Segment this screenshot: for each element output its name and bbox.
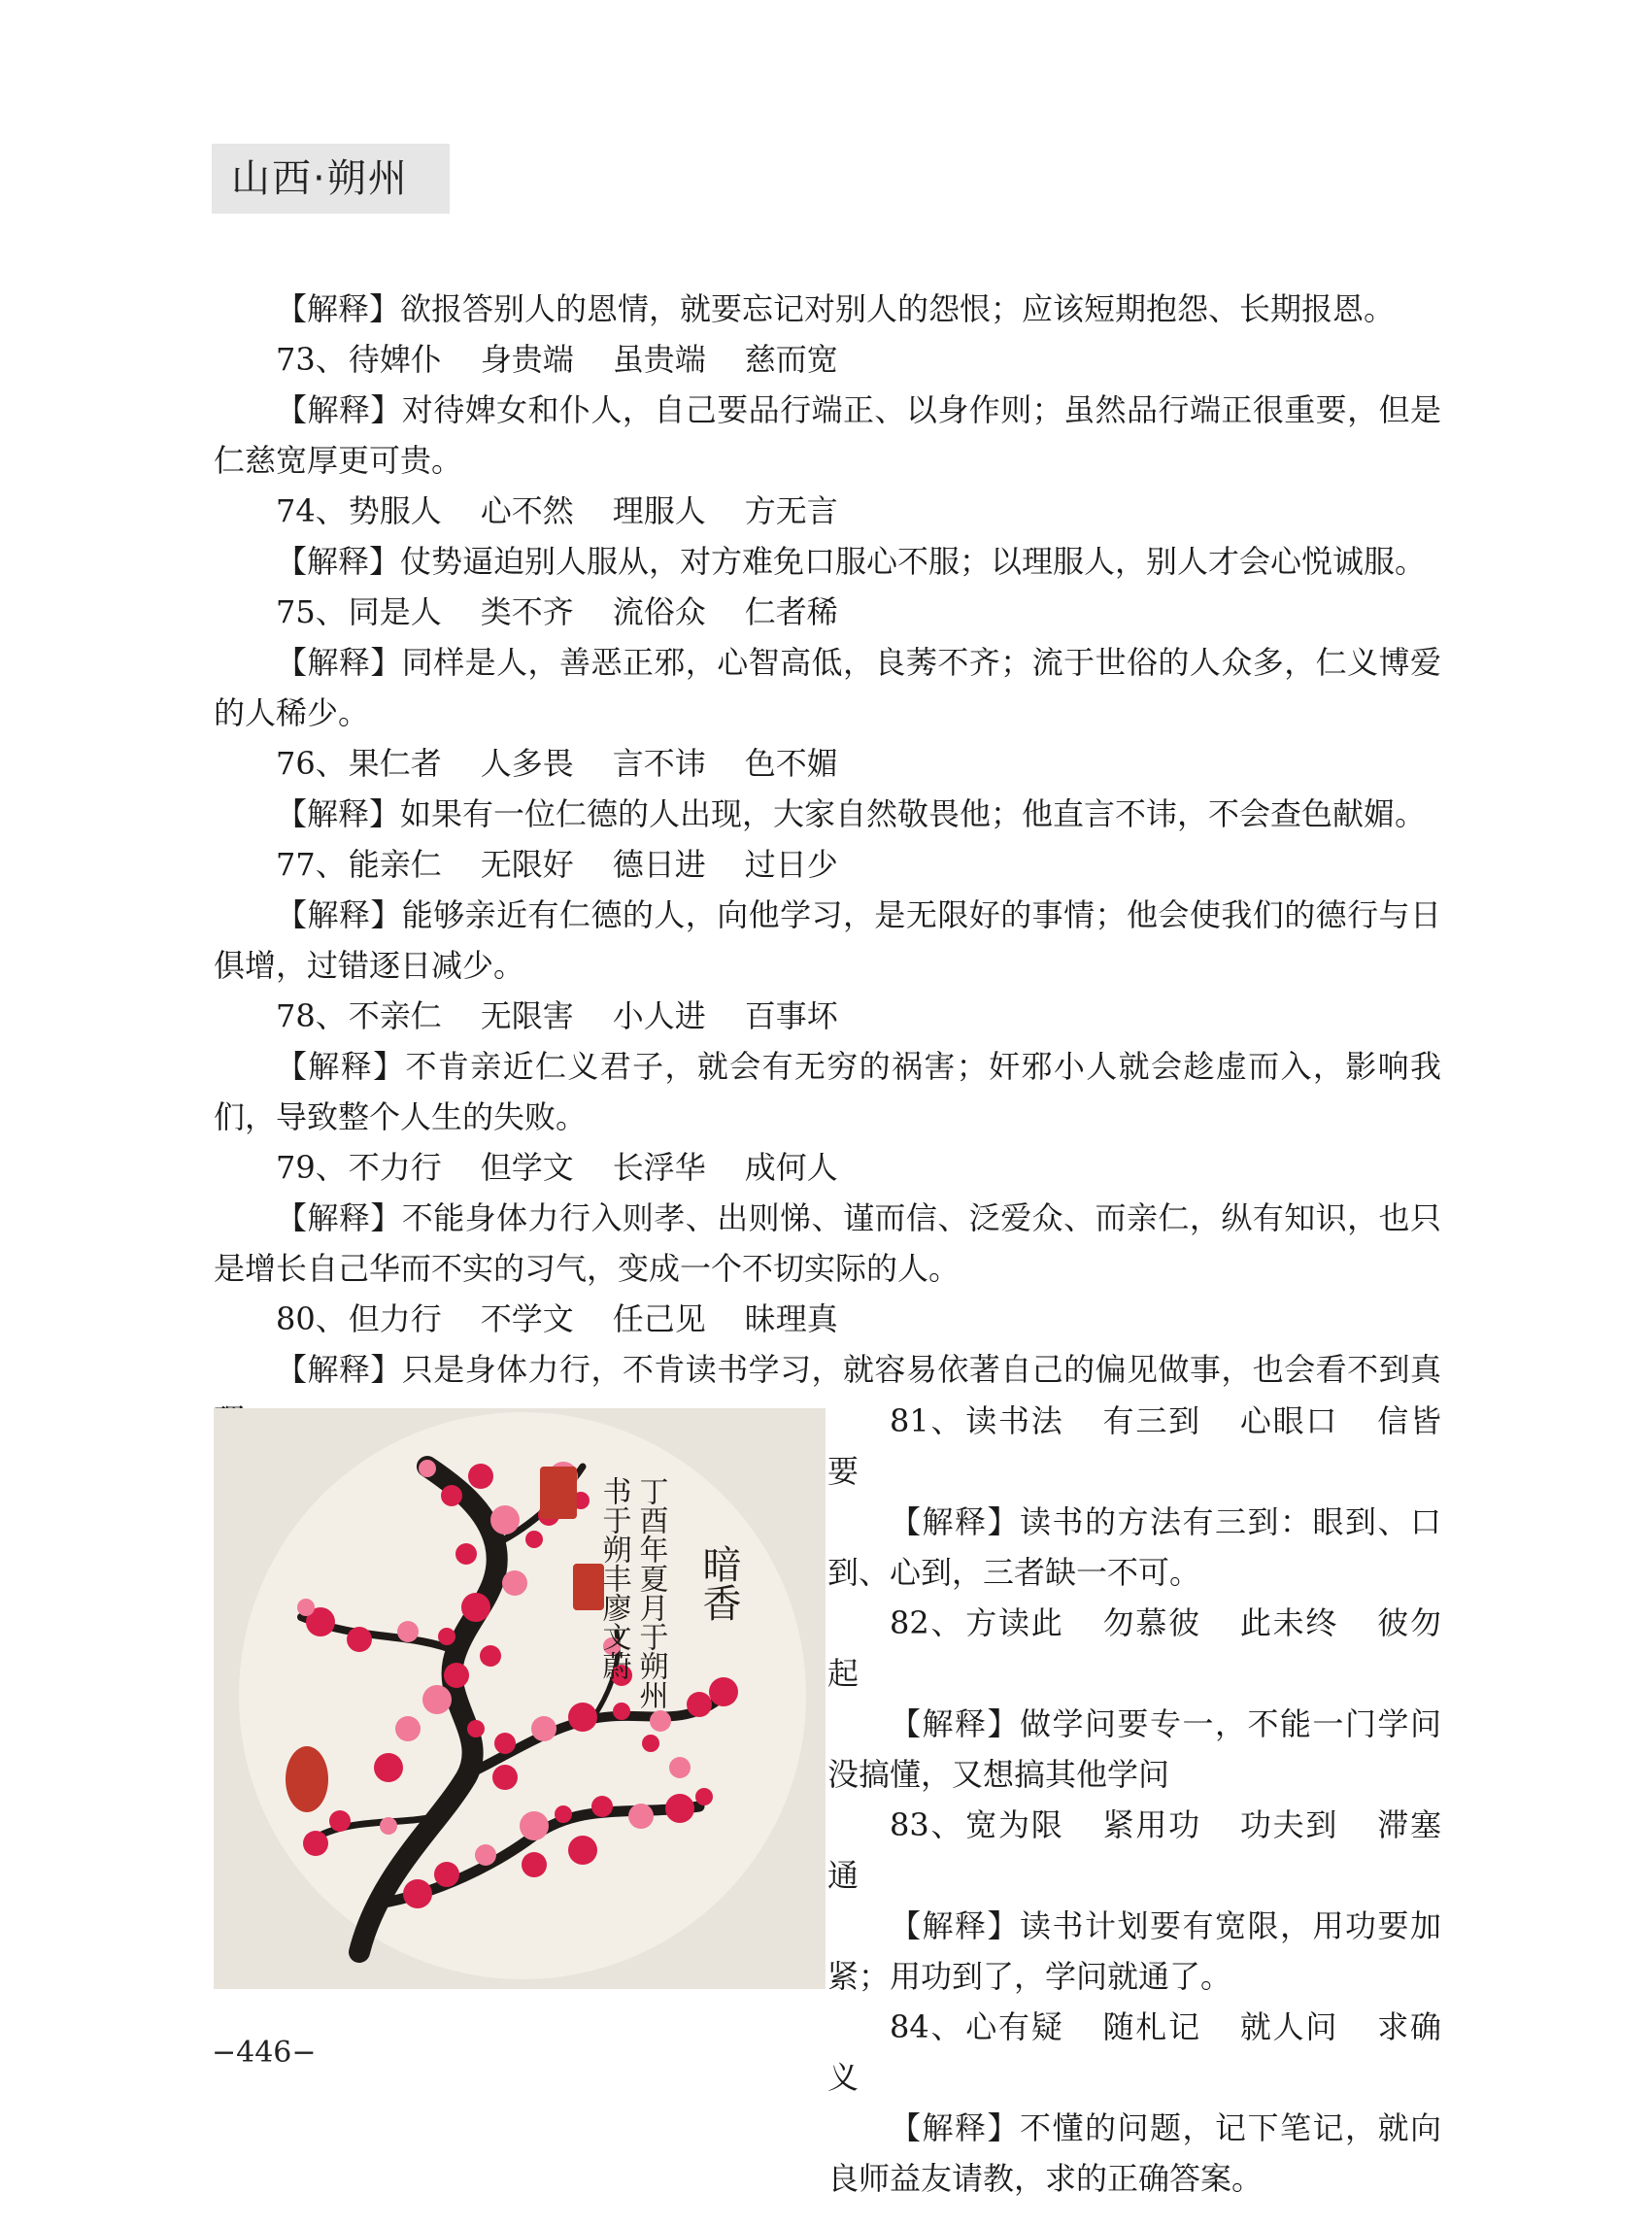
blossom — [374, 1753, 403, 1782]
blossom — [455, 1543, 477, 1565]
verse-phrase: 虽贵端 — [612, 341, 706, 378]
verse-phrase: 人多畏 — [480, 745, 574, 782]
blossom — [709, 1677, 738, 1706]
verse-phrase: 过日少 — [744, 846, 838, 883]
blossom — [347, 1627, 372, 1652]
verse-line — [214, 839, 1441, 890]
verse-number: 82、 — [890, 1604, 964, 1641]
verse-phrase: 方无言 — [744, 492, 838, 529]
explanation-paragraph: 【解释】同样是人，善恶正邪，心智高低，良莠不齐；流于世俗的人众多，仁义博爱的人稀少。 — [214, 644, 1441, 731]
verse-number: 75、 — [276, 593, 347, 630]
verse-phrase: 慈而宽 — [744, 341, 838, 378]
verse-phrase: 理服人 — [612, 492, 706, 529]
blossom — [568, 1836, 597, 1865]
explanation-paragraph: 【解释】不懂的问题，记下笔记，就向良师益友请教，求的正确答案。 — [827, 2109, 1441, 2197]
blossom — [329, 1810, 351, 1832]
painting-inscription-1: 丁酉年夏月于朔州 — [633, 1476, 668, 1709]
verse-phrase: 此未终 — [1239, 1604, 1339, 1641]
verse-number: 73、 — [276, 341, 347, 378]
verse-phrase: 宽为限 — [965, 1806, 1064, 1843]
verse-phrase: 待婢仆 — [348, 341, 442, 378]
verse-phrase: 同是人 — [348, 593, 442, 630]
seal-stamp — [286, 1746, 328, 1812]
verse-line — [827, 1598, 1441, 1699]
main-text-block — [214, 284, 1441, 1445]
blossom — [695, 1788, 713, 1805]
verse-phrase: 类不齐 — [480, 593, 574, 630]
verse-phrase: 无限好 — [480, 846, 574, 883]
blossom — [422, 1685, 452, 1714]
verse-phrase: 仁者稀 — [744, 593, 838, 630]
verse-phrase: 色不媚 — [744, 745, 838, 782]
verse-phrase: 不亲仁 — [348, 997, 442, 1034]
blossom — [303, 1831, 328, 1856]
verse-phrase: 德日进 — [612, 846, 706, 883]
verse-number: 81、 — [890, 1402, 964, 1439]
page-number: −446− — [212, 2036, 317, 2070]
blossom — [461, 1593, 490, 1622]
verse-number: 83、 — [890, 1806, 964, 1843]
verse-line — [214, 334, 1441, 385]
verse-phrase: 紧用功 — [1102, 1806, 1201, 1843]
blossom — [492, 1765, 518, 1790]
plum-painting-svg — [214, 1408, 826, 1989]
verse-phrase: 百事坏 — [744, 997, 838, 1034]
blossom — [434, 1862, 459, 1887]
blossom — [665, 1794, 694, 1823]
explanation-paragraph: 【解释】读书计划要有宽限，用功要加紧；用功到了，学问就通了。 — [827, 1907, 1441, 1995]
blossom — [650, 1710, 671, 1732]
verse-number: 78、 — [276, 997, 347, 1034]
verse-phrase: 勿慕彼 — [1102, 1604, 1201, 1641]
blossom — [380, 1817, 397, 1835]
explanation-paragraph: 【解释】如果有一位仁德的人出现，大家自然敬畏他；他直言不讳，不会查色献媚。 — [276, 795, 1427, 832]
verse-phrase: 言不讳 — [612, 745, 706, 782]
verse-line — [214, 1142, 1441, 1193]
verse-phrase: 长浮华 — [612, 1149, 706, 1186]
verse-phrase: 功夫到 — [1239, 1806, 1339, 1843]
explanation-paragraph: 【解释】能够亲近有仁德的人，向他学习，是无限好的事情；他会使我们的德行与日俱增，过错逐日减少。 — [214, 896, 1441, 984]
running-header-title: 山西·朔州 — [231, 156, 409, 201]
blossom — [490, 1505, 520, 1535]
blossom — [613, 1703, 630, 1720]
verse-phrase: 读书法 — [965, 1402, 1064, 1439]
blossom — [395, 1716, 421, 1741]
blossom — [468, 1464, 493, 1489]
blossom — [480, 1645, 501, 1667]
blossom — [444, 1663, 469, 1688]
verse-phrase: 但力行 — [348, 1300, 442, 1337]
verse-phrase: 有三到 — [1102, 1402, 1201, 1439]
blossom — [525, 1531, 543, 1548]
blossom — [531, 1716, 556, 1741]
blossom — [669, 1757, 691, 1778]
blossom — [397, 1621, 419, 1642]
verse-phrase: 心有疑 — [965, 2008, 1064, 2045]
blossom — [628, 1804, 654, 1829]
verse-phrase: 方读此 — [965, 1604, 1064, 1641]
explanation-paragraph: 【解释】欲报答别人的恩情，就要忘记对别人的怨恨；应该短期抱怨、长期报恩。 — [276, 290, 1396, 327]
verse-line — [827, 1800, 1441, 1901]
explanation-paragraph: 【解释】对待婢女和仆人，自己要品行端正、以身作则；虽然品行端正很重要，但是仁慈宽厚更可贵。 — [214, 391, 1441, 479]
explanation-paragraph: 【解释】不肯亲近仁义君子，就会有无穷的祸害；奸邪小人就会趁虚而入，影响我们，导致整个人生的失败。 — [214, 1048, 1441, 1135]
blossom — [520, 1811, 549, 1840]
verse-phrase: 彼勿起 — [827, 1604, 1441, 1692]
verse-phrase: 无限害 — [480, 997, 574, 1034]
verse-phrase: 任己见 — [612, 1300, 706, 1337]
blossom — [403, 1879, 432, 1908]
explanation-paragraph: 【解释】只是身体力行，不肯读书学习，就容易依著自己的偏见做事，也会看不到真 — [276, 1351, 1441, 1388]
verse-phrase: 果仁者 — [348, 745, 442, 782]
verse-phrase: 小人进 — [612, 997, 706, 1034]
verse-number: 80、 — [276, 1300, 347, 1337]
blossom — [687, 1692, 712, 1717]
verse-phrase: 能亲仁 — [348, 846, 442, 883]
verse-number: 84、 — [890, 2008, 964, 2045]
explanation-paragraph: 【解释】做学问要专一，不能一门学问没搞懂，又想搞其他学问 — [827, 1705, 1441, 1793]
explanation-paragraph: 【解释】仗势逼迫别人服从，对方难免口服心不服；以理服人，别人才会心悦诚服。 — [276, 543, 1427, 580]
blossom — [475, 1844, 496, 1866]
plum-blossom-painting — [214, 1408, 826, 1989]
verse-phrase: 信皆要 — [827, 1402, 1441, 1490]
verse-number: 76、 — [276, 745, 347, 782]
side-text-block — [827, 1396, 1441, 2204]
verse-phrase: 就人问 — [1239, 2008, 1339, 2045]
verse-phrase: 随札记 — [1102, 2008, 1201, 2045]
verse-phrase: 流俗众 — [612, 593, 706, 630]
verse-phrase: 心不然 — [480, 492, 574, 529]
verse-phrase: 昧理真 — [744, 1300, 838, 1337]
blossom — [297, 1599, 315, 1616]
blossom — [555, 1805, 572, 1823]
verse-line — [827, 2002, 1441, 2103]
painting-title: 暗香 — [696, 1544, 741, 1622]
verse-phrase: 但学文 — [480, 1149, 574, 1186]
verse-phrase: 滞塞通 — [827, 1806, 1441, 1894]
blossom — [502, 1570, 527, 1596]
verse-phrase: 不力行 — [348, 1149, 442, 1186]
blossom — [591, 1796, 613, 1817]
explanation-paragraph: 【解释】读书的方法有三到：眼到、口到、心到，三者缺一不可。 — [827, 1503, 1441, 1591]
verse-number: 79、 — [276, 1149, 347, 1186]
verse-line — [214, 587, 1441, 637]
verse-line — [214, 486, 1441, 536]
verse-number: 74、 — [276, 492, 347, 529]
verse-phrase: 势服人 — [348, 492, 442, 529]
blossom — [438, 1628, 455, 1645]
seal-stamp — [540, 1467, 577, 1519]
explanation-paragraph: 【解释】不能身体力行入则孝、出则悌、谨而信、泛爱众、而亲仁，纵有知识，也只是增长自己华而不实的习气，变成一个不切实际的人。 — [214, 1199, 1441, 1287]
blossom — [522, 1852, 547, 1877]
painting-inscription-2: 书于朔丰廖文蔚 — [596, 1476, 631, 1680]
verse-number: 77、 — [276, 846, 347, 883]
verse-line — [827, 1396, 1441, 1497]
blossom — [568, 1703, 597, 1732]
verse-phrase: 心眼口 — [1239, 1402, 1339, 1439]
verse-phrase: 身贵端 — [480, 341, 574, 378]
blossom — [467, 1720, 485, 1737]
verse-line — [214, 1294, 1441, 1344]
blossom — [642, 1735, 659, 1752]
blossom — [419, 1460, 436, 1477]
verse-line — [214, 738, 1441, 789]
blossom — [494, 1733, 516, 1754]
blossom — [441, 1485, 462, 1506]
verse-phrase: 不学文 — [480, 1300, 574, 1337]
verse-line — [214, 991, 1441, 1041]
verse-phrase: 成何人 — [744, 1149, 838, 1186]
verse-phrase: 求确义 — [827, 2008, 1441, 2096]
